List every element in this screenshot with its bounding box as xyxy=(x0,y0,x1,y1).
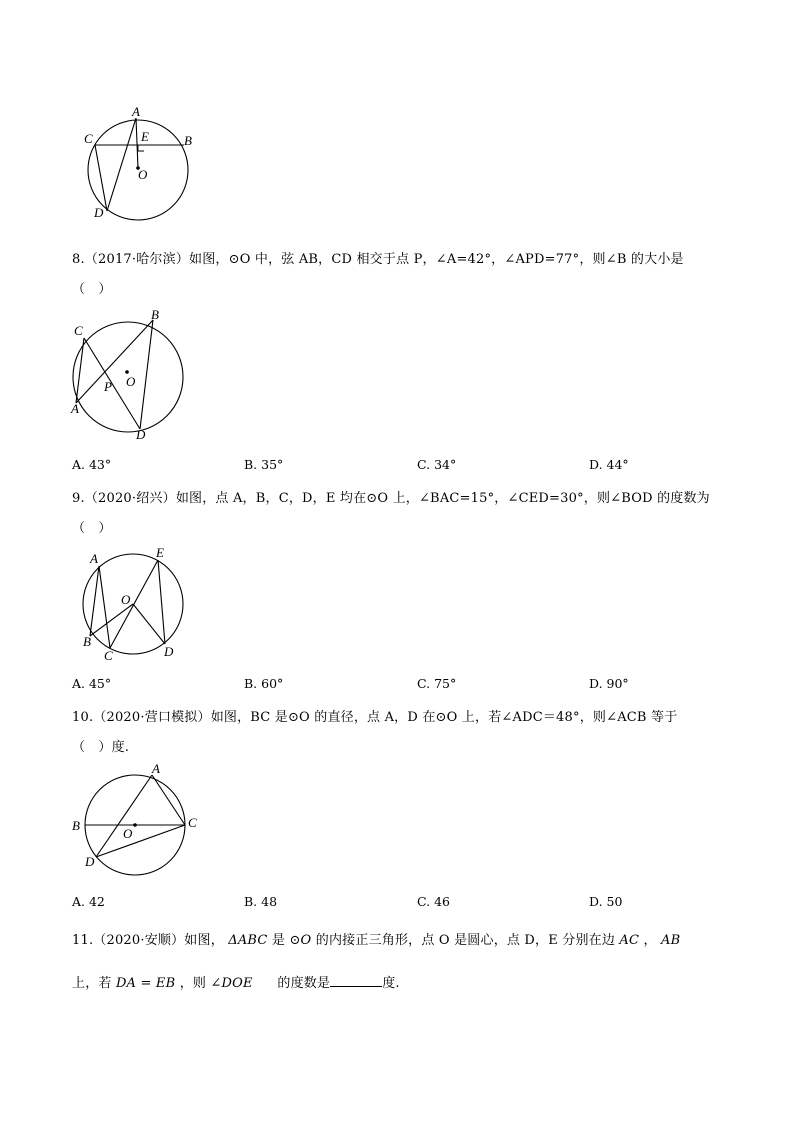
q8-option-a: A. 43° xyxy=(72,457,112,472)
figure-q8 xyxy=(66,305,191,445)
question-8-blank: （ ） xyxy=(72,282,112,297)
question-11-line-1 xyxy=(72,929,680,948)
q10-option-a: A. 42 xyxy=(72,894,105,909)
q11-text-4: ， xyxy=(643,933,657,948)
q11-math-ab: AB xyxy=(661,933,681,948)
q11-text-1: 11.（2020·安顺）如图， xyxy=(72,933,224,948)
answer-blank[interactable] xyxy=(330,974,382,987)
circle-diagram-q8 xyxy=(66,305,191,445)
label-A: A xyxy=(90,551,98,566)
label-C: C xyxy=(74,323,83,338)
q8-option-d: D. 44° xyxy=(589,457,629,472)
label-O: O xyxy=(138,167,148,182)
label-A: A xyxy=(132,104,140,119)
label-C: C xyxy=(188,815,197,830)
q10-option-d: D. 50 xyxy=(589,894,623,909)
q11-text-5: 上，若 xyxy=(72,976,116,991)
label-O: O xyxy=(123,826,133,841)
question-9-text: 9.（2020·绍兴）如图，点 A，B，C，D，E 均在⊙O 上，∠BAC=15°，∠CED=30°，则∠BOD 的度数为 xyxy=(72,491,710,506)
q11-math-da-eb: DA = EB xyxy=(115,976,176,991)
question-10-text: 10.（2020·营口模拟）如图，BC 是⊙O 的直径，点 A，D 在⊙O 上，若∠ADC＝48°，则∠ACB 等于 xyxy=(72,710,678,725)
question-11-line-2 xyxy=(72,972,400,991)
label-E: E xyxy=(156,545,164,560)
label-C: C xyxy=(104,648,113,663)
figure-q10 xyxy=(68,760,208,875)
label-D: D xyxy=(85,854,95,869)
q10-option-b: B. 48 xyxy=(244,894,278,909)
q11-math-triangle: ΔABC xyxy=(228,933,268,948)
circle-diagram-q10 xyxy=(68,760,208,875)
label-A: A xyxy=(71,401,79,416)
q8-option-b: B. 35° xyxy=(244,457,284,472)
label-B: B xyxy=(83,634,91,649)
label-O: O xyxy=(126,374,136,389)
circle-diagram-q9 xyxy=(78,542,198,667)
question-8-text: 8.（2017·哈尔滨）如图，⊙O 中，弦 AB，CD 相交于点 P，∠A=42°，∠APD=77°，则∠B 的大小是 xyxy=(72,252,684,267)
q9-option-a: A. 45° xyxy=(72,676,112,691)
label-C: C xyxy=(84,131,93,146)
label-P: P xyxy=(104,379,112,394)
q11-text-2: 是 xyxy=(271,933,290,948)
question-9-blank: （ ） xyxy=(72,521,112,536)
question-10-blank: （ ）度. xyxy=(72,740,130,755)
label-D: D xyxy=(164,644,174,659)
q11-text-8: 度. xyxy=(382,976,400,991)
q11-text-7: 的度数是 xyxy=(277,976,331,991)
circle-diagram-q7 xyxy=(80,100,200,225)
q9-option-b: B. 60° xyxy=(244,676,284,691)
label-E: E xyxy=(141,129,149,144)
q11-text-6: ，则 xyxy=(179,976,211,991)
figure-q7 xyxy=(80,100,200,225)
label-A: A xyxy=(152,761,160,776)
label-D: D xyxy=(136,427,146,442)
q11-text-3: 的内接正三角形，点 O 是圆心，点 D，E 分别在边 xyxy=(315,933,620,948)
q11-math-circle: ⊙O xyxy=(289,933,312,948)
label-O: O xyxy=(121,592,131,607)
label-B: B xyxy=(151,307,159,322)
q11-math-doe: ∠DOE xyxy=(210,976,253,991)
q8-option-c: C. 34° xyxy=(417,457,457,472)
label-B: B xyxy=(184,133,192,148)
q9-option-d: D. 90° xyxy=(589,676,629,691)
q10-option-c: C. 46 xyxy=(417,894,450,909)
label-B: B xyxy=(72,818,80,833)
label-D: D xyxy=(94,205,104,220)
q11-math-ac: AC xyxy=(619,933,640,948)
q9-option-c: C. 75° xyxy=(417,676,457,691)
figure-q9 xyxy=(78,542,198,667)
